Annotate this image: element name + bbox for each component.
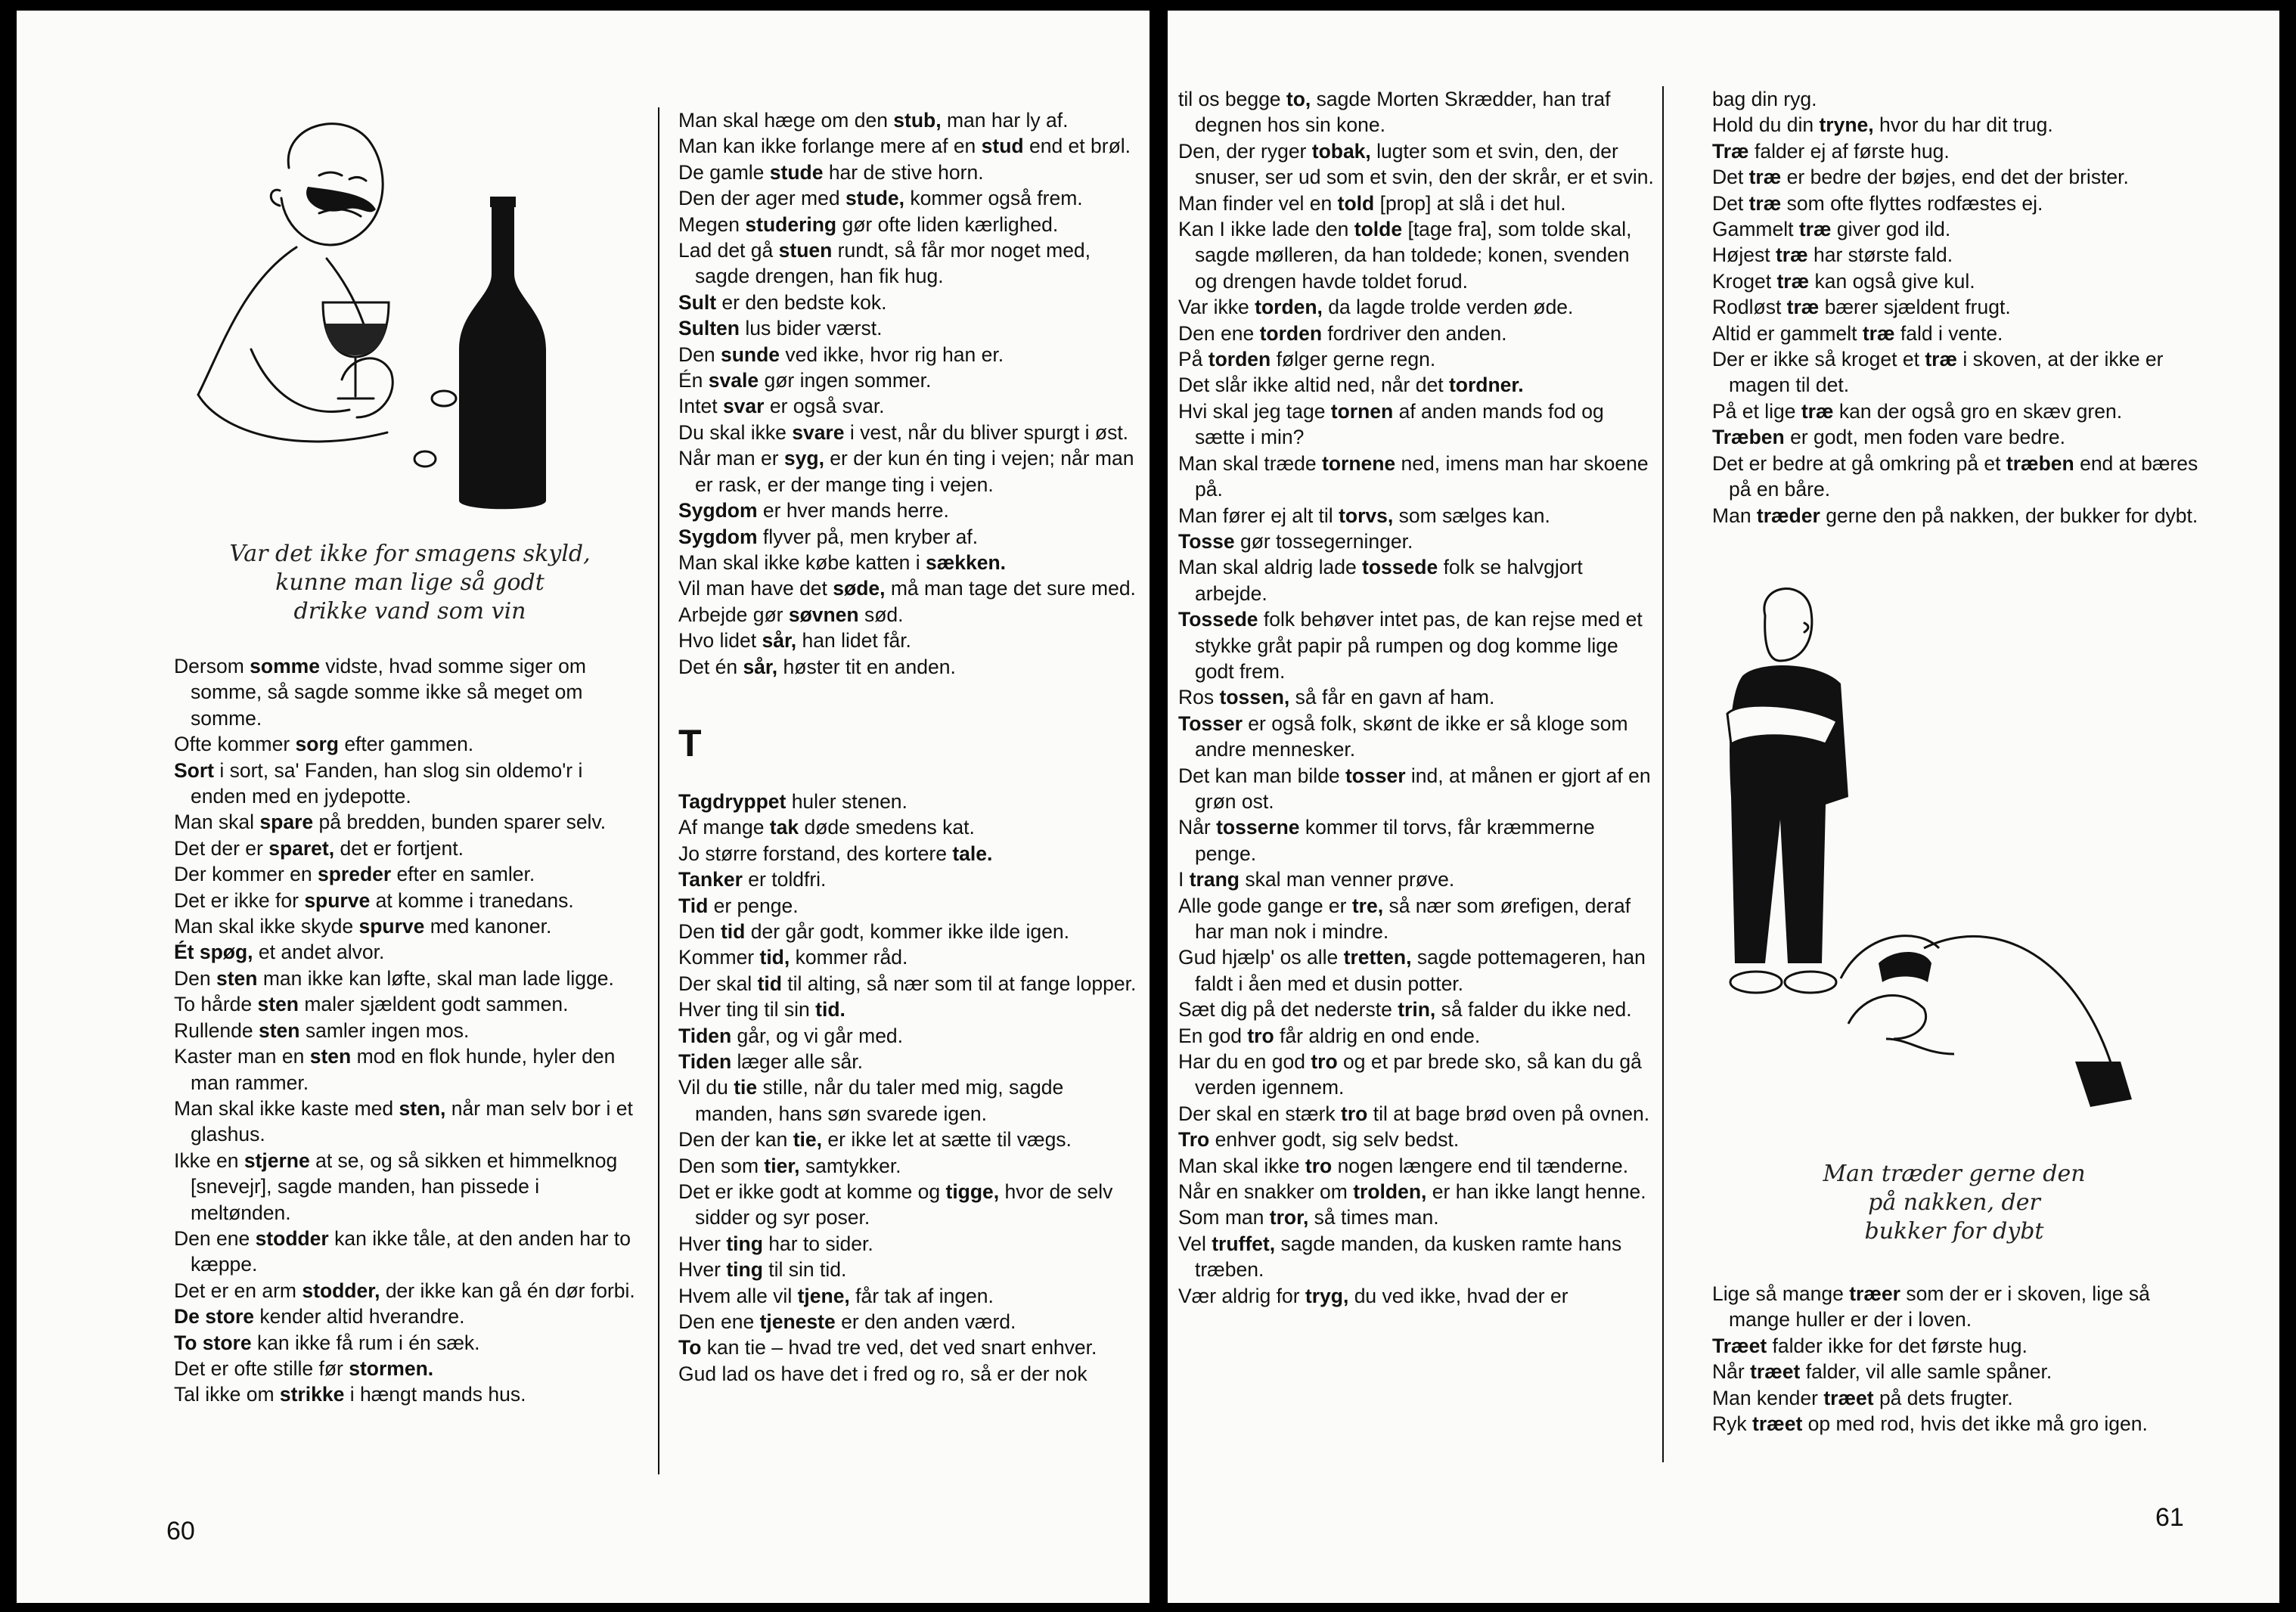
- proverb-entry: Kroget træ kan også give kul.: [1712, 269, 1975, 293]
- keyword: Tiden: [678, 1050, 732, 1073]
- keyword: ting: [726, 1258, 763, 1282]
- proverb-entry: Det træ er bedre der bøjes, end det der brister.: [1712, 166, 2129, 189]
- left-page: [17, 11, 1150, 1603]
- proverb-entry: Tosser er også folk, skønt de ikke er så kloge som andre mennesker.: [1178, 711, 1628, 761]
- keyword: tossede: [1362, 556, 1438, 579]
- proverb-entry: Ofte kommer sorg efter gammen.: [174, 733, 474, 756]
- right-page: [1168, 11, 2279, 1603]
- keyword: tordner.: [1448, 374, 1524, 397]
- keyword: studering: [745, 212, 837, 236]
- keyword: stud: [981, 135, 1024, 158]
- keyword: tryg,: [1305, 1284, 1349, 1307]
- proverb-entry: Sygdom er hver mands herre.: [678, 499, 949, 522]
- proverb-entry: Tro enhver godt, sig selv bedst.: [1178, 1128, 1460, 1152]
- proverb-entry: Gud lad os have det i fred og ro, så er der nok: [678, 1362, 1087, 1385]
- keyword: tro: [1247, 1024, 1274, 1047]
- keyword: To: [678, 1336, 702, 1359]
- proverb-entry: Tagdryppet huler stenen.: [678, 789, 908, 813]
- keyword: stodder,: [302, 1279, 380, 1302]
- proverb-entry: Man skal ikke kaste med sten, når man selv bor i et glashus.: [174, 1096, 633, 1146]
- proverb-entry: Hver ting til sin tid.: [678, 998, 845, 1021]
- proverb-entry: Det er ofte stille før stormen.: [174, 1356, 434, 1380]
- proverb-entry: Den ene stodder kan ikke tåle, at den anden har to kæppe.: [174, 1226, 631, 1276]
- proverb-entry: To kan tie – hvad tre ved, det ved snart enhver.: [678, 1336, 1097, 1359]
- proverb-entry: Kommer tid, kommer råd.: [678, 946, 908, 969]
- keyword: tobak,: [1311, 139, 1371, 163]
- proverb-entry: Hvem alle vil tjene, får tak af ingen.: [678, 1284, 994, 1307]
- keyword: Sort: [174, 758, 214, 782]
- keyword: stub,: [893, 109, 942, 132]
- keyword: tid.: [815, 998, 845, 1021]
- proverb-entry: Vil man have det søde, må man tage det sure med.: [678, 577, 1136, 600]
- page-number: 60: [166, 1517, 195, 1545]
- keyword: tro: [1311, 1050, 1338, 1074]
- proverb-entry: Tosse gør tossegerninger.: [1178, 529, 1413, 553]
- proverb-entry: Det træ som ofte flyttes rodfæstes ej.: [1712, 191, 2043, 215]
- keyword: træ: [1776, 269, 1810, 293]
- proverb-entry: Vel truffet, sagde manden, da kusken ramte hans træben.: [1178, 1232, 1622, 1282]
- proverb-entry: Den der ager med stude, kommer også frem.: [678, 187, 1083, 210]
- proverb-entry: Der kommer en spreder efter en samler.: [174, 863, 535, 886]
- proverb-entry: Alle gode gange er tre, så nær som ørefigen, deraf har man nok i mindre.: [1178, 894, 1631, 943]
- proverb-entry: Man skal ikke skyde spurve med kanoner.: [174, 915, 552, 938]
- proverb-entry: Ét spøg, et andet alvor.: [174, 941, 385, 964]
- entries-t: [678, 789, 1141, 1387]
- proverb-entry: Gud hjælp' os alle tretten, sagde pottemageren, han faldt i åen med et dusin potter.: [1178, 946, 1646, 995]
- proverb-entry: Den ene tjeneste er den anden værd.: [678, 1310, 1016, 1334]
- keyword: søvnen: [788, 603, 859, 626]
- proverb-entry: Det er ikke godt at komme og tigge, hvor de selv sidder og syr poser.: [678, 1180, 1113, 1229]
- page-number: 61: [2155, 1503, 2184, 1532]
- proverb-entry: Det én sår, høster tit en anden.: [678, 655, 956, 678]
- proverb-entry: Man skal aldrig lade tossede folk se halvgjort arbejde.: [1178, 556, 1583, 605]
- keyword: stormen.: [349, 1356, 434, 1380]
- proverb-entry: På torden følger gerne regn.: [1178, 348, 1436, 371]
- proverb-entry: Hold du din tryne, hvor du har dit trug.: [1712, 113, 2053, 137]
- proverb-entry: De store kender altid hverandre.: [174, 1305, 465, 1328]
- proverb-entry: Når en snakker om trolden, er han ikke langt henne.: [1178, 1180, 1646, 1204]
- keyword: stuen: [778, 239, 833, 262]
- keyword: ting: [726, 1232, 763, 1255]
- keyword: Træ: [1712, 139, 1749, 163]
- keyword: tie,: [793, 1128, 823, 1152]
- keyword: tid: [720, 919, 746, 943]
- keyword: træ: [1775, 243, 1808, 267]
- proverb-entry: Når man er syg, er der kun én ting i vejen; når man er rask, er der mange ting i vejen.: [678, 447, 1134, 496]
- keyword: Træben: [1712, 426, 1785, 449]
- keyword: Træet: [1712, 1334, 1767, 1357]
- keyword: træ: [1748, 166, 1782, 189]
- keyword: spare: [259, 811, 314, 834]
- cartoon-caption-left: [175, 540, 644, 626]
- proverb-entry: Man skal spare på bredden, bunden sparer selv.: [174, 811, 607, 834]
- proverb-entry: bag din ryg.: [1712, 88, 1817, 110]
- keyword: sten: [257, 993, 299, 1016]
- proverb-entry: I trang skal man venner prøve.: [1178, 868, 1455, 891]
- keyword: Sulten: [678, 317, 740, 340]
- proverb-entry: Den ene torden fordriver den anden.: [1178, 321, 1507, 345]
- keyword: Tid: [678, 894, 709, 917]
- proverb-entry: Træ falder ej af første hug.: [1712, 139, 1950, 163]
- proverb-entry: Når tosserne kommer til torvs, får kræmmerne penge.: [1178, 816, 1595, 865]
- proverb-entry: Tal ikke om strikke i hængt mands hus.: [174, 1383, 526, 1406]
- caption-line: bukker for dybt: [1864, 1218, 2044, 1245]
- keyword: syg,: [783, 447, 824, 470]
- proverb-entry: Jo større forstand, des kortere tale.: [678, 842, 993, 865]
- proverb-entry: Ryk træet op med rod, hvis det ikke må gro igen.: [1712, 1412, 2148, 1436]
- keyword: tro: [1341, 1102, 1368, 1125]
- keyword: tossen,: [1219, 686, 1290, 709]
- proverb-entry: Det slår ikke altid ned, når det tordner.: [1178, 374, 1524, 397]
- keyword: stude: [769, 160, 824, 184]
- right-column-2: [1712, 86, 2204, 529]
- keyword: tid: [757, 972, 782, 995]
- keyword: træ: [1801, 399, 1834, 423]
- keyword: tryne,: [1819, 113, 1874, 137]
- proverb-entry: Der skal en stærk tro til at bage brød oven på ovnen.: [1178, 1102, 1650, 1125]
- proverb-entry: Vil du tie stille, når du taler med mig, sagde manden, hans søn svarede igen.: [678, 1076, 1064, 1125]
- proverb-entry: To hårde sten maler sjældent godt sammen.: [174, 993, 569, 1016]
- proverb-entry: De gamle stude har de stive horn.: [678, 160, 984, 184]
- keyword: trang: [1189, 868, 1240, 891]
- keyword: Tanker: [678, 868, 743, 891]
- proverb-entry: Du skal ikke svare i vest, når du bliver spurgt i øst.: [678, 420, 1129, 444]
- proverb-entry: Ikke en stjerne at se, og så sikken et himmelknog [snevejr], sagde manden, han pissede i meltønden.: [174, 1149, 618, 1224]
- keyword: Tossede: [1178, 608, 1258, 631]
- keyword: De store: [174, 1305, 255, 1328]
- proverb-entry: Træet falder ikke for det første hug.: [1712, 1334, 2028, 1357]
- keyword: tie: [734, 1076, 758, 1099]
- proverb-entry: Man skal hæge om den stub, man har ly af.: [678, 109, 1069, 132]
- keyword: træ: [1786, 296, 1820, 319]
- proverb-entry: Den der kan tie, er ikke let at sætte til vægs.: [678, 1128, 1072, 1152]
- proverb-entry: Megen studering gør ofte liden kærlighed.: [678, 212, 1059, 236]
- proverb-entry: Lad det gå stuen rundt, så får mor noget med, sagde drengen, han fik hug.: [678, 239, 1091, 288]
- keyword: tretten,: [1343, 946, 1412, 969]
- keyword: Tosse: [1178, 529, 1235, 553]
- proverb-entry: Den sunde ved ikke, hvor rig han er.: [678, 343, 1004, 366]
- keyword: sunde: [720, 343, 780, 366]
- entries-s: [678, 107, 1141, 680]
- keyword: truffet,: [1212, 1232, 1276, 1255]
- keyword: tornene: [1322, 451, 1396, 475]
- keyword: Tiden: [678, 1024, 732, 1047]
- proverb-entry: Man kender træet på dets frugter.: [1712, 1386, 2013, 1409]
- proverb-entry: Man fører ej alt til torvs, som sælges kan.: [1178, 504, 1550, 527]
- keyword: trolden,: [1353, 1180, 1427, 1204]
- proverb-entry: Én svale gør ingen sommer.: [678, 369, 932, 392]
- keyword: told: [1337, 191, 1375, 215]
- proverb-entry: På et lige træ kan der også gro en skæv gren.: [1712, 399, 2123, 423]
- proverb-entry: Det kan man bilde tosser ind, at månen er gjort af en grøn ost.: [1178, 764, 1651, 813]
- keyword: sten: [309, 1045, 352, 1068]
- keyword: sparet,: [268, 836, 335, 860]
- keyword: Tagdryppet: [678, 789, 787, 813]
- illustration-man-stepping-on-bowing-man: [1697, 570, 2166, 1160]
- keyword: Ét spøg,: [174, 941, 253, 964]
- keyword: sten,: [399, 1096, 446, 1120]
- proverb-entry: Hvi skal jeg tage tornen af anden mands fod og sætte i min?: [1178, 399, 1604, 449]
- right-column-2-bottom: [1712, 1281, 2204, 1437]
- proverb-entry: Der er ikke så kroget et træ i skoven, at der ikke er magen til det.: [1712, 348, 2164, 397]
- proverb-entry: Som man tror, så times man.: [1178, 1206, 1439, 1229]
- section-letter: T: [678, 721, 702, 764]
- keyword: træet: [1752, 1412, 1803, 1436]
- proverb-entry: Kaster man en sten mod en flok hunde, hyler den man rammer.: [174, 1045, 616, 1094]
- proverb-entry: til os begge to, sagde Morten Skrædder, han traf degnen hos sin kone.: [1178, 88, 1611, 137]
- left-column-1: [174, 653, 637, 1408]
- keyword: strikke: [279, 1383, 345, 1406]
- keyword: træet: [1823, 1386, 1874, 1409]
- keyword: tale.: [952, 842, 993, 865]
- proverb-entry: Vær aldrig for tryg, du ved ikke, hvad der er: [1178, 1284, 1568, 1307]
- keyword: torden: [1208, 348, 1271, 371]
- keyword: tjene,: [797, 1284, 850, 1307]
- keyword: træder: [1756, 504, 1820, 527]
- proverb-entry: Tiden læger alle sår.: [678, 1050, 863, 1073]
- proverb-entry: Sæt dig på det nederste trin, så falder du ikke ned.: [1178, 998, 1632, 1021]
- proverb-entry: Var ikke torden, da lagde trolde verden øde.: [1178, 296, 1574, 319]
- keyword: tier,: [764, 1154, 800, 1177]
- keyword: svare: [792, 420, 845, 444]
- caption-line: Var det ikke for smagens skyld,: [229, 541, 591, 567]
- keyword: tolde: [1354, 218, 1403, 241]
- column-separator: [658, 107, 659, 1474]
- keyword: sorg: [295, 733, 339, 756]
- proverb-entry: Lige så mange træer som der er i skoven, lige så mange huller er der i loven.: [1712, 1282, 2150, 1331]
- keyword: tror,: [1269, 1206, 1309, 1229]
- keyword: træ: [1925, 348, 1958, 371]
- proverb-entry: Det er ikke for spurve at komme i tranedans.: [174, 888, 574, 912]
- keyword: søde,: [833, 577, 886, 600]
- proverb-entry: Har du en god tro og et par brede sko, så kan du gå verden igennem.: [1178, 1050, 1642, 1099]
- keyword: Sult: [678, 290, 717, 314]
- proverb-entry: To store kan ikke få rum i én sæk.: [174, 1331, 480, 1354]
- caption-line: kunne man lige så godt: [275, 569, 545, 596]
- proverb-entry: Gammelt træ giver god ild.: [1712, 218, 1951, 241]
- keyword: to,: [1286, 88, 1311, 110]
- proverb-entry: Man skal træde tornene ned, imens man har skoene på.: [1178, 451, 1649, 501]
- proverb-entry: Ros tossen, så får en gavn af ham.: [1178, 686, 1495, 709]
- keyword: træet: [1750, 1360, 1801, 1384]
- proverb-entry: Tanker er toldfri.: [678, 868, 827, 891]
- caption-line: på nakken, der: [1868, 1189, 2040, 1216]
- keyword: tre,: [1351, 894, 1384, 917]
- keyword: tro: [1305, 1154, 1333, 1177]
- cartoon-caption-right: [1742, 1160, 2166, 1246]
- keyword: tosser: [1345, 764, 1406, 787]
- proverb-entry: Man skal ikke købe katten i sækken.: [678, 550, 1007, 574]
- proverb-entry: Det der er sparet, det er fortjent.: [174, 836, 464, 860]
- keyword: trin,: [1398, 998, 1436, 1021]
- keyword: To store: [174, 1331, 252, 1354]
- proverb-entry: Man finder vel en told [prop] at slå i det hul.: [1178, 191, 1566, 215]
- keyword: tjeneste: [759, 1310, 836, 1334]
- proverb-entry: Tossede folk behøver intet pas, de kan rejse med et stykke gråt papir på rumpen og dog komme lige godt frem.: [1178, 608, 1643, 683]
- proverb-entry: Intet svar er også svar.: [678, 395, 885, 418]
- keyword: tosserne: [1216, 816, 1300, 839]
- proverb-entry: Sulten lus bider værst.: [678, 317, 883, 340]
- keyword: tornen: [1330, 399, 1394, 423]
- proverb-entry: Hver ting har to sider.: [678, 1232, 873, 1255]
- keyword: Sygdom: [678, 499, 758, 522]
- keyword: svale: [708, 369, 759, 392]
- proverb-entry: Dersom somme vidste, hvad somme siger om somme, så sagde somme ikke så meget om somme.: [174, 655, 586, 730]
- keyword: torden,: [1255, 296, 1323, 319]
- illustration-man-with-wine: [191, 100, 569, 523]
- keyword: tak: [769, 816, 799, 839]
- proverb-entry: Man kan ikke forlange mere af en stud end et brøl.: [678, 135, 1131, 158]
- proverb-entry: Det er bedre at gå omkring på et træben end at bæres på en båre.: [1712, 451, 2198, 501]
- proverb-entry: Det er en arm stodder, der ikke kan gå én dør forbi.: [174, 1279, 635, 1302]
- caption-line: drikke vand som vin: [293, 598, 526, 625]
- proverb-entry: Den, der ryger tobak, lugter som et svin, den, der snuser, ser ud som et svin, den der skrår, er et svin.: [1178, 139, 1654, 189]
- proverb-entry: Den tid der går godt, kommer ikke ilde igen.: [678, 919, 1069, 943]
- proverb-entry: Af mange tak døde smedens kat.: [678, 816, 975, 839]
- keyword: Sygdom: [678, 525, 758, 548]
- proverb-entry: Hver ting til sin tid.: [678, 1258, 847, 1282]
- proverb-entry: Sult er den bedste kok.: [678, 290, 887, 314]
- proverb-entry: Træben er godt, men foden vare bedre.: [1712, 426, 2065, 449]
- proverb-entry: Tiden går, og vi går med.: [678, 1024, 904, 1047]
- proverb-entry: Altid er gammelt træ fald i vente.: [1712, 321, 2003, 345]
- keyword: spreder: [317, 863, 392, 886]
- keyword: sår,: [743, 655, 778, 678]
- proverb-entry: Rodløst træ bærer sjældent frugt.: [1712, 296, 2011, 319]
- caption-line: Man træder gerne den: [1823, 1161, 2086, 1187]
- left-column-2: [678, 107, 1141, 1387]
- proverb-entry: Man skal ikke tro nogen længere end til tænderne.: [1178, 1154, 1629, 1177]
- proverb-entry: Den sten man ikke kan løfte, skal man lade ligge.: [174, 966, 614, 990]
- keyword: sten: [258, 1018, 300, 1042]
- keyword: somme: [250, 655, 320, 677]
- proverb-entry: Man træder gerne den på nakken, der bukker for dybt.: [1712, 504, 2198, 527]
- keyword: træer: [1849, 1282, 1900, 1305]
- keyword: stude,: [845, 187, 905, 210]
- keyword: torvs,: [1339, 504, 1394, 527]
- proverb-entry: Tid er penge.: [678, 894, 799, 917]
- proverb-entry: Sygdom flyver på, men kryber af.: [678, 525, 979, 548]
- keyword: træ: [1798, 218, 1832, 241]
- keyword: stodder: [255, 1226, 329, 1250]
- keyword: Tro: [1178, 1128, 1210, 1152]
- column-separator: [1662, 86, 1664, 1462]
- keyword: spurve: [358, 915, 425, 938]
- keyword: tigge,: [945, 1180, 1000, 1204]
- keyword: træben: [2006, 451, 2074, 475]
- keyword: spurve: [304, 888, 371, 912]
- keyword: svar: [722, 395, 765, 418]
- keyword: sækken.: [925, 550, 1007, 574]
- keyword: træ: [1748, 191, 1782, 215]
- proverb-entry: Kan I ikke lade den tolde [tage fra], som tolde skal, sagde mølleren, da han toldede; konen, svenden og drengen havde toldet forud.: [1178, 218, 1632, 293]
- proverb-entry: Hvo lidet sår, han lidet får.: [678, 629, 911, 653]
- proverb-entry: Den som tier, samtykker.: [678, 1154, 901, 1177]
- proverb-entry: Højest træ har største fald.: [1712, 243, 1953, 267]
- keyword: Tosser: [1178, 711, 1243, 735]
- right-column-1: [1178, 86, 1655, 1309]
- keyword: stjerne: [244, 1149, 310, 1172]
- proverb-entry: Rullende sten samler ingen mos.: [174, 1018, 470, 1042]
- proverb-entry: En god tro får aldrig en ond ende.: [1178, 1024, 1481, 1047]
- proverb-entry: Arbejde gør søvnen sød.: [678, 603, 904, 626]
- proverb-entry: Der skal tid til alting, så nær som til at fange lopper.: [678, 972, 1137, 995]
- keyword: sten: [216, 966, 258, 990]
- keyword: træ: [1862, 321, 1895, 345]
- keyword: torden: [1259, 321, 1322, 345]
- proverb-entry: Sort i sort, sa' Fanden, han slog sin oldemo'r i enden med en jydepotte.: [174, 758, 583, 808]
- proverb-entry: Når træet falder, vil alle samle spåner.: [1712, 1360, 2052, 1384]
- keyword: tid,: [759, 946, 790, 969]
- keyword: sår,: [762, 629, 797, 653]
